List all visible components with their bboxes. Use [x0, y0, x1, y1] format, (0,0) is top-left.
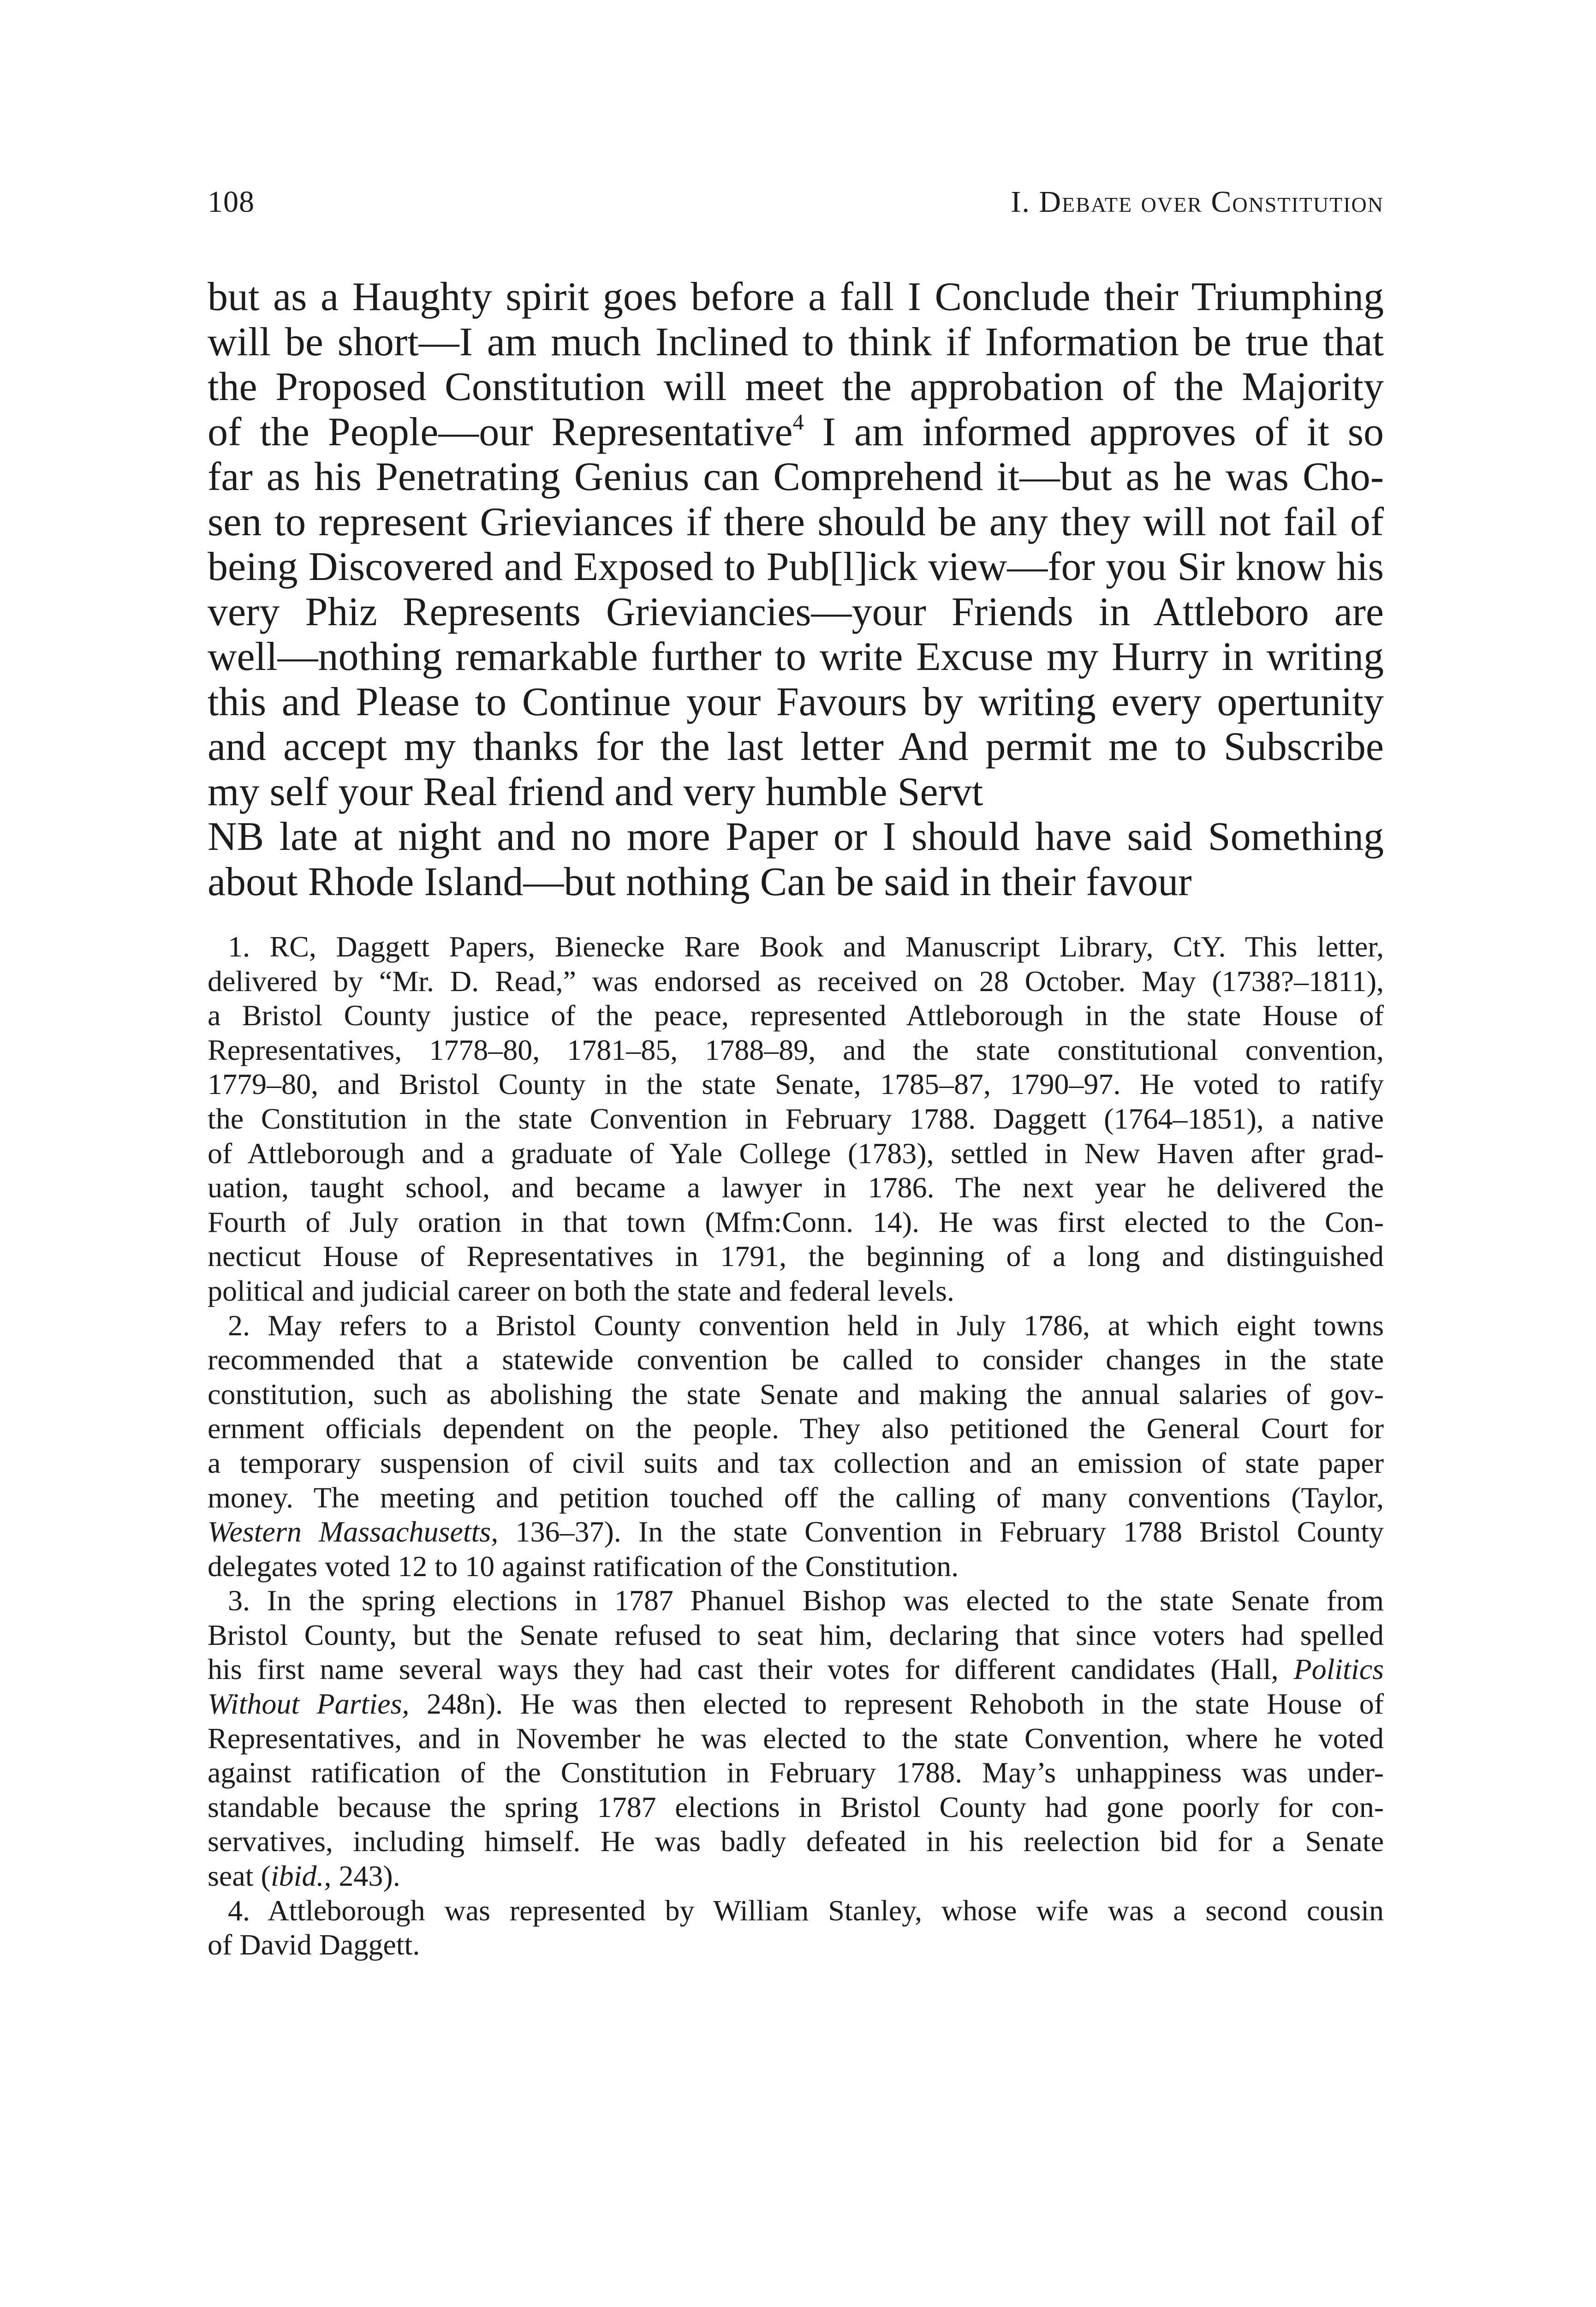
letter-postscript-line: NB late at night and no more Paper or I should have said Something — [208, 814, 1384, 859]
footnote-2-line: 2. May refers to a Bristol County convention held in July 1786, at which eight towns — [228, 1309, 1384, 1342]
running-head — [208, 185, 1384, 231]
footnote-3-line: Bristol County, but the Senate refused to seat him, declaring that since voters had spelled — [208, 1618, 1384, 1651]
footnote-3-line: 3. In the spring elections in 1787 Phanuel Bishop was elected to the state Senate from — [228, 1584, 1384, 1617]
footnote-3-line: servatives, including himself. He was badly defeated in his reelection bid for a Senate — [208, 1825, 1384, 1858]
footnote-4-line: 4. Attleborough was represented by William Stanley, whose wife was a second cousin — [228, 1894, 1384, 1927]
footnote-1-line: uation, taught school, and became a lawyer in 1786. The next year he delivered the — [208, 1171, 1384, 1204]
footnote-1-line: 1. RC, Daggett Papers, Bienecke Rare Book and Manuscript Library, CtY. This letter, — [228, 930, 1384, 963]
footnote-2-line: a temporary suspension of civil suits and tax collection and an emission of state paper — [208, 1446, 1384, 1479]
citation-title: Western Massachusetts, — [208, 1515, 499, 1548]
letter-line: sen to represent Grieviances if there should be any they will not fail of — [208, 499, 1384, 544]
letter-line: the Proposed Constitution will meet the approbation of the Majority — [208, 365, 1384, 409]
footnote-2-line: money. The meeting and petition touched off the calling of many conventions (Taylor, — [208, 1481, 1384, 1514]
letter-line: well—nothing remarkable further to write Excuse my Hurry in writing — [208, 634, 1384, 679]
footnote-2-line: constitution, such as abolishing the state Senate and making the annual salaries of gov- — [208, 1377, 1384, 1410]
chapter-title: I. Debate over Constitution — [1011, 185, 1384, 219]
footnote-fragment: seat ( — [208, 1859, 271, 1893]
letter-postscript-line: about Rhode Island—but nothing Can be said in their favour — [208, 859, 1192, 904]
footnotes — [208, 930, 1384, 1962]
letter-fragment: I am informed approves of it so — [804, 409, 1384, 454]
page-number: 108 — [208, 185, 255, 219]
footnote-1-line: Representatives, 1778–80, 1781–85, 1788–89, and the state constitutional convention, — [208, 1033, 1384, 1066]
footnote-1-line: the Constitution in the state Convention in February 1788. Daggett (1764–1851), a native — [208, 1102, 1384, 1135]
letter-line: being Discovered and Exposed to Pub[l]ick view—for you Sir know his — [208, 544, 1384, 589]
footnote-2-line: ernment officials dependent on the people. They also petitioned the General Court for — [208, 1412, 1384, 1445]
letter-line: far as his Penetrating Genius can Comprehend it—but as he was Cho- — [208, 454, 1384, 499]
footnote-1-line: delivered by “Mr. D. Read,” was endorsed as received on 28 October. May (1738?–1811), — [208, 964, 1384, 998]
footnote-1-line: necticut House of Representatives in 1791, the beginning of a long and distinguished — [208, 1240, 1384, 1273]
footnote-3-line: against ratification of the Constitution in February 1788. May’s unhappiness was under- — [208, 1756, 1384, 1789]
footnote-3-line: Representatives, and in November he was elected to the state Convention, where he voted — [208, 1721, 1384, 1755]
citation-title: Without Parties, — [208, 1687, 410, 1721]
footnote-3-line: standable because the spring 1787 elections in Bristol County had gone poorly for con- — [208, 1790, 1384, 1823]
letter-line — [208, 410, 1384, 455]
citation-title: Politics — [1293, 1653, 1384, 1686]
footnote-ref-4: 4 — [792, 410, 804, 435]
footnote-3-line — [208, 1859, 1384, 1894]
footnote-4-line: of David Daggett. — [208, 1928, 420, 1961]
footnote-fragment: his first name several ways they had cast their votes for different candidates (Hall, — [208, 1653, 1294, 1686]
footnote-1-line: 1779–80, and Bristol County in the state Senate, 1785–87, 1790–97. He voted to ratify — [208, 1068, 1384, 1101]
letter-line: will be short—I am much Inclined to think if Information be true that — [208, 319, 1384, 365]
footnote-1-line: political and judicial career on both the state and federal levels. — [208, 1274, 954, 1307]
footnote-1-line: a Bristol County justice of the peace, represented Attleborough in the state House of — [208, 999, 1384, 1032]
letter-line: but as a Haughty spirit goes before a fall I Conclude their Triumphing — [208, 275, 1384, 319]
footnote-fragment: 243). — [331, 1859, 400, 1893]
footnote-3-line — [208, 1652, 1384, 1687]
footnote-fragment: 136–37). In the state Convention in February 1788 Bristol County — [498, 1515, 1384, 1548]
footnote-1-line: Fourth of July oration in that town (Mfm:Conn. 14). He was first elected to the Con- — [208, 1205, 1384, 1238]
letter-text — [208, 275, 1384, 904]
letter-line: this and Please to Continue your Favours by writing every opertunity — [208, 679, 1384, 724]
citation-title: ibid., — [270, 1859, 332, 1893]
letter-fragment: of the People—our Representative — [208, 409, 793, 454]
footnote-3-line — [208, 1687, 1384, 1721]
letter-line: very Phiz Represents Grieviancies—your Friends in Attleboro are — [208, 589, 1384, 634]
footnote-2-line — [208, 1515, 1384, 1549]
letter-closing-line: my self your Real friend and very humble Servt — [208, 769, 983, 814]
letter-line: and accept my thanks for the last letter And permit me to Subscribe — [208, 724, 1384, 769]
footnote-fragment: 248n). He was then elected to represent Rehoboth in the state House of — [409, 1687, 1384, 1721]
footnote-2-line: recommended that a statewide convention be called to consider changes in the state — [208, 1343, 1384, 1376]
footnote-2-line: delegates voted 12 to 10 against ratification of the Constitution. — [208, 1549, 959, 1583]
footnote-1-line: of Attleborough and a graduate of Yale College (1783), settled in New Haven after grad- — [208, 1136, 1384, 1170]
